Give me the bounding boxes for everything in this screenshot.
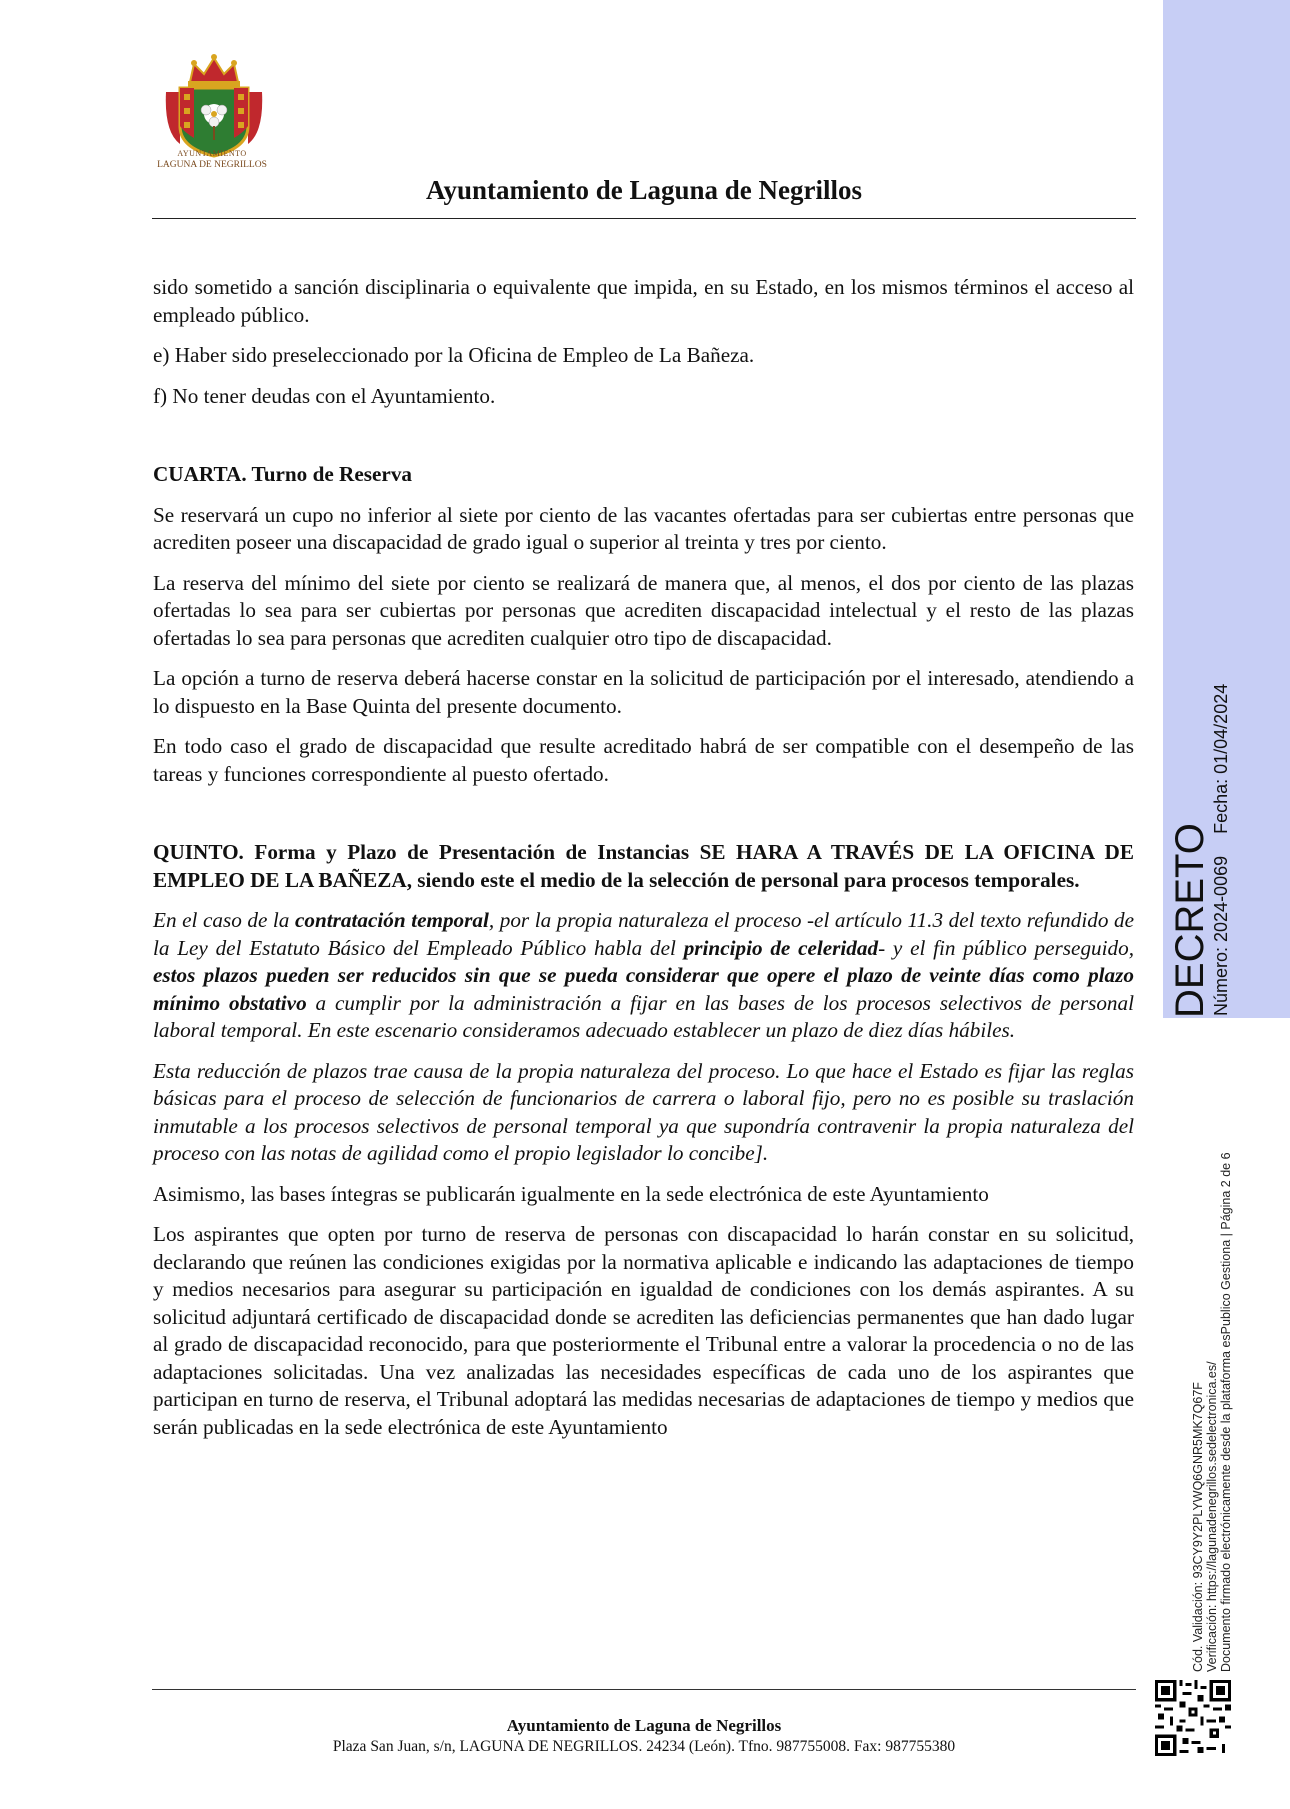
document-body	[153, 274, 1134, 1454]
logo-caption-top: AYUNTAMIENTO	[177, 149, 247, 158]
decreto-label: DECRETO	[1168, 823, 1212, 1018]
emphasis: estos plazos pueden ser reducidos sin que se pueda considerar que opere el plazo de veinte días como plazo mínimo obstativo	[153, 963, 1134, 1015]
paragraph: e) Haber sido preseleccionado por la Oficina de Empleo de La Bañeza.	[153, 343, 755, 367]
verification-url: Verificación: https://lagunadenegrillos.sedelectronica.es/	[1205, 1361, 1219, 1672]
footer-organization: Ayuntamiento de Laguna de Negrillos	[506, 1716, 782, 1735]
logo-caption-bottom: LAGUNA DE NEGRILLOS	[157, 160, 267, 170]
paragraph: La reserva del mínimo del siete por ciento se realizará de manera que, al menos, el dos por ciento de las plazas ofertadas lo sea para ser cubiertas por personas que acrediten discapacidad intelectual y el resto de las plazas ofertadas lo sea para personas que acrediten cualquier otro tipo de discapacidad.	[153, 570, 1134, 650]
paragraph-italic: En el caso de la contratación temporal, por la propia naturaleza el proceso -el artículo 11.3 del texto refundido de la Ley del Estatuto Básico del Empleado Público habla del principio de celeridad- y el fin público perseguido, estos plazos pueden ser reducidos sin que se pueda considerar que opere el plazo de veinte días como plazo mínimo obstativo a cumplir por la administración a fijar en las bases de los procesos selectivos de personal laboral temporal. En este escenario consideramos adecuado establecer un plazo de diez días hábiles.	[153, 908, 1135, 1042]
decree-number: Número: 2024-0069	[1211, 855, 1231, 1016]
footer-address: Plaza San Juan, s/n, LAGUNA DE NEGRILLOS. 24234 (León). Tfno. 987755008. Fax: 987755380	[332, 1738, 956, 1755]
paragraph: La opción a turno de reserva deberá hacerse constar en la solicitud de participación por el interesado, atendiendo a lo dispuesto en la Base Quinta del presente documento.	[153, 666, 1134, 718]
decree-number-date	[1210, 684, 1232, 1016]
emphasis: principio de celeridad	[683, 935, 879, 960]
validation-code: Cód. Validación: 93CY9Y2PLYWQ6GNR5MK7Q67F	[1191, 1382, 1205, 1672]
paragraph: f) No tener deudas con el Ayuntamiento.	[153, 383, 496, 408]
paragraph: Los aspirantes que opten por turno de reserva de personas con discapacidad lo harán constar en su solicitud, declarando que reúnen las condiciones exigidas por la normativa aplicable e indicando las adaptaciones de tiempo y medios necesarios para asegurar su participación en igualdad de condiciones con los demás aspirantes. A su solicitud adjuntará certificado de discapacidad donde se acrediten las deficiencias permanentes que han dado lugar al grado de discapacidad reconocido, para que posteriormente el Tribunal entre a valorar la procedencia o no de las adaptaciones solicitadas. Una vez analizadas las necesidades específicas de cada uno de los aspirantes que participan en turno de reserva, el Tribunal adoptará las medidas necesarias de adaptaciones de tiempo y medios que serán publicadas en la sede electrónica de este Ayuntamiento	[153, 1222, 1134, 1439]
emphasis: contratación temporal	[294, 908, 489, 932]
header-divider	[152, 218, 1136, 219]
section-heading-quinto: QUINTO. Forma y Plazo de Presentación de Instancias SE HARA A TRAVÉS DE LA OFICINA DE EMPLEO DE LA BAÑEZA, siendo este el medio de la selección de personal para procesos temporales.	[153, 840, 1134, 892]
paragraph: En todo caso el grado de discapacidad que resulte acreditado habrá de ser compatible con el desempeño de las tareas y funciones correspondiente al puesto ofertado.	[153, 734, 1134, 786]
section-heading-cuarta: CUARTA. Turno de Reserva	[153, 462, 413, 486]
signature-note: Documento firmado electrónicamente desde la plataforma esPublico Gestiona | Página 2 de 6	[1219, 1152, 1233, 1672]
footer-divider	[152, 1689, 1136, 1690]
paragraph: sido sometido a sanción disciplinaria o equivalente que impida, en su Estado, en los mismos términos el acceso al empleado público.	[153, 275, 1134, 327]
decree-date: Fecha: 01/04/2024	[1211, 683, 1231, 834]
paragraph: Asimismo, las bases íntegras se publicarán igualmente en la sede electrónica de este Ayuntamiento	[153, 1181, 989, 1206]
qr-code	[1155, 1680, 1231, 1756]
paragraph: Se reservará un cupo no inferior al siete por ciento de las vacantes ofertadas para ser cubiertas entre personas que acrediten poseer una discapacidad de grado igual o superior al treinta y tres por ciento.	[153, 502, 1134, 554]
paragraph-italic: Esta reducción de plazos trae causa de la propia naturaleza del proceso. Lo que hace el Estado es fijar las reglas básicas para el proceso de selección de funcionarios de carrera o laboral fijo, pero no es posible su traslación inmutable a los procesos selectivos de personal temporal ya que supondría contravenir la propia naturaleza del proceso con las notas de agilidad como el propio legislador lo concibe].	[153, 1058, 1134, 1165]
page-header-title: Ayuntamiento de Laguna de Negrillos	[425, 175, 863, 205]
